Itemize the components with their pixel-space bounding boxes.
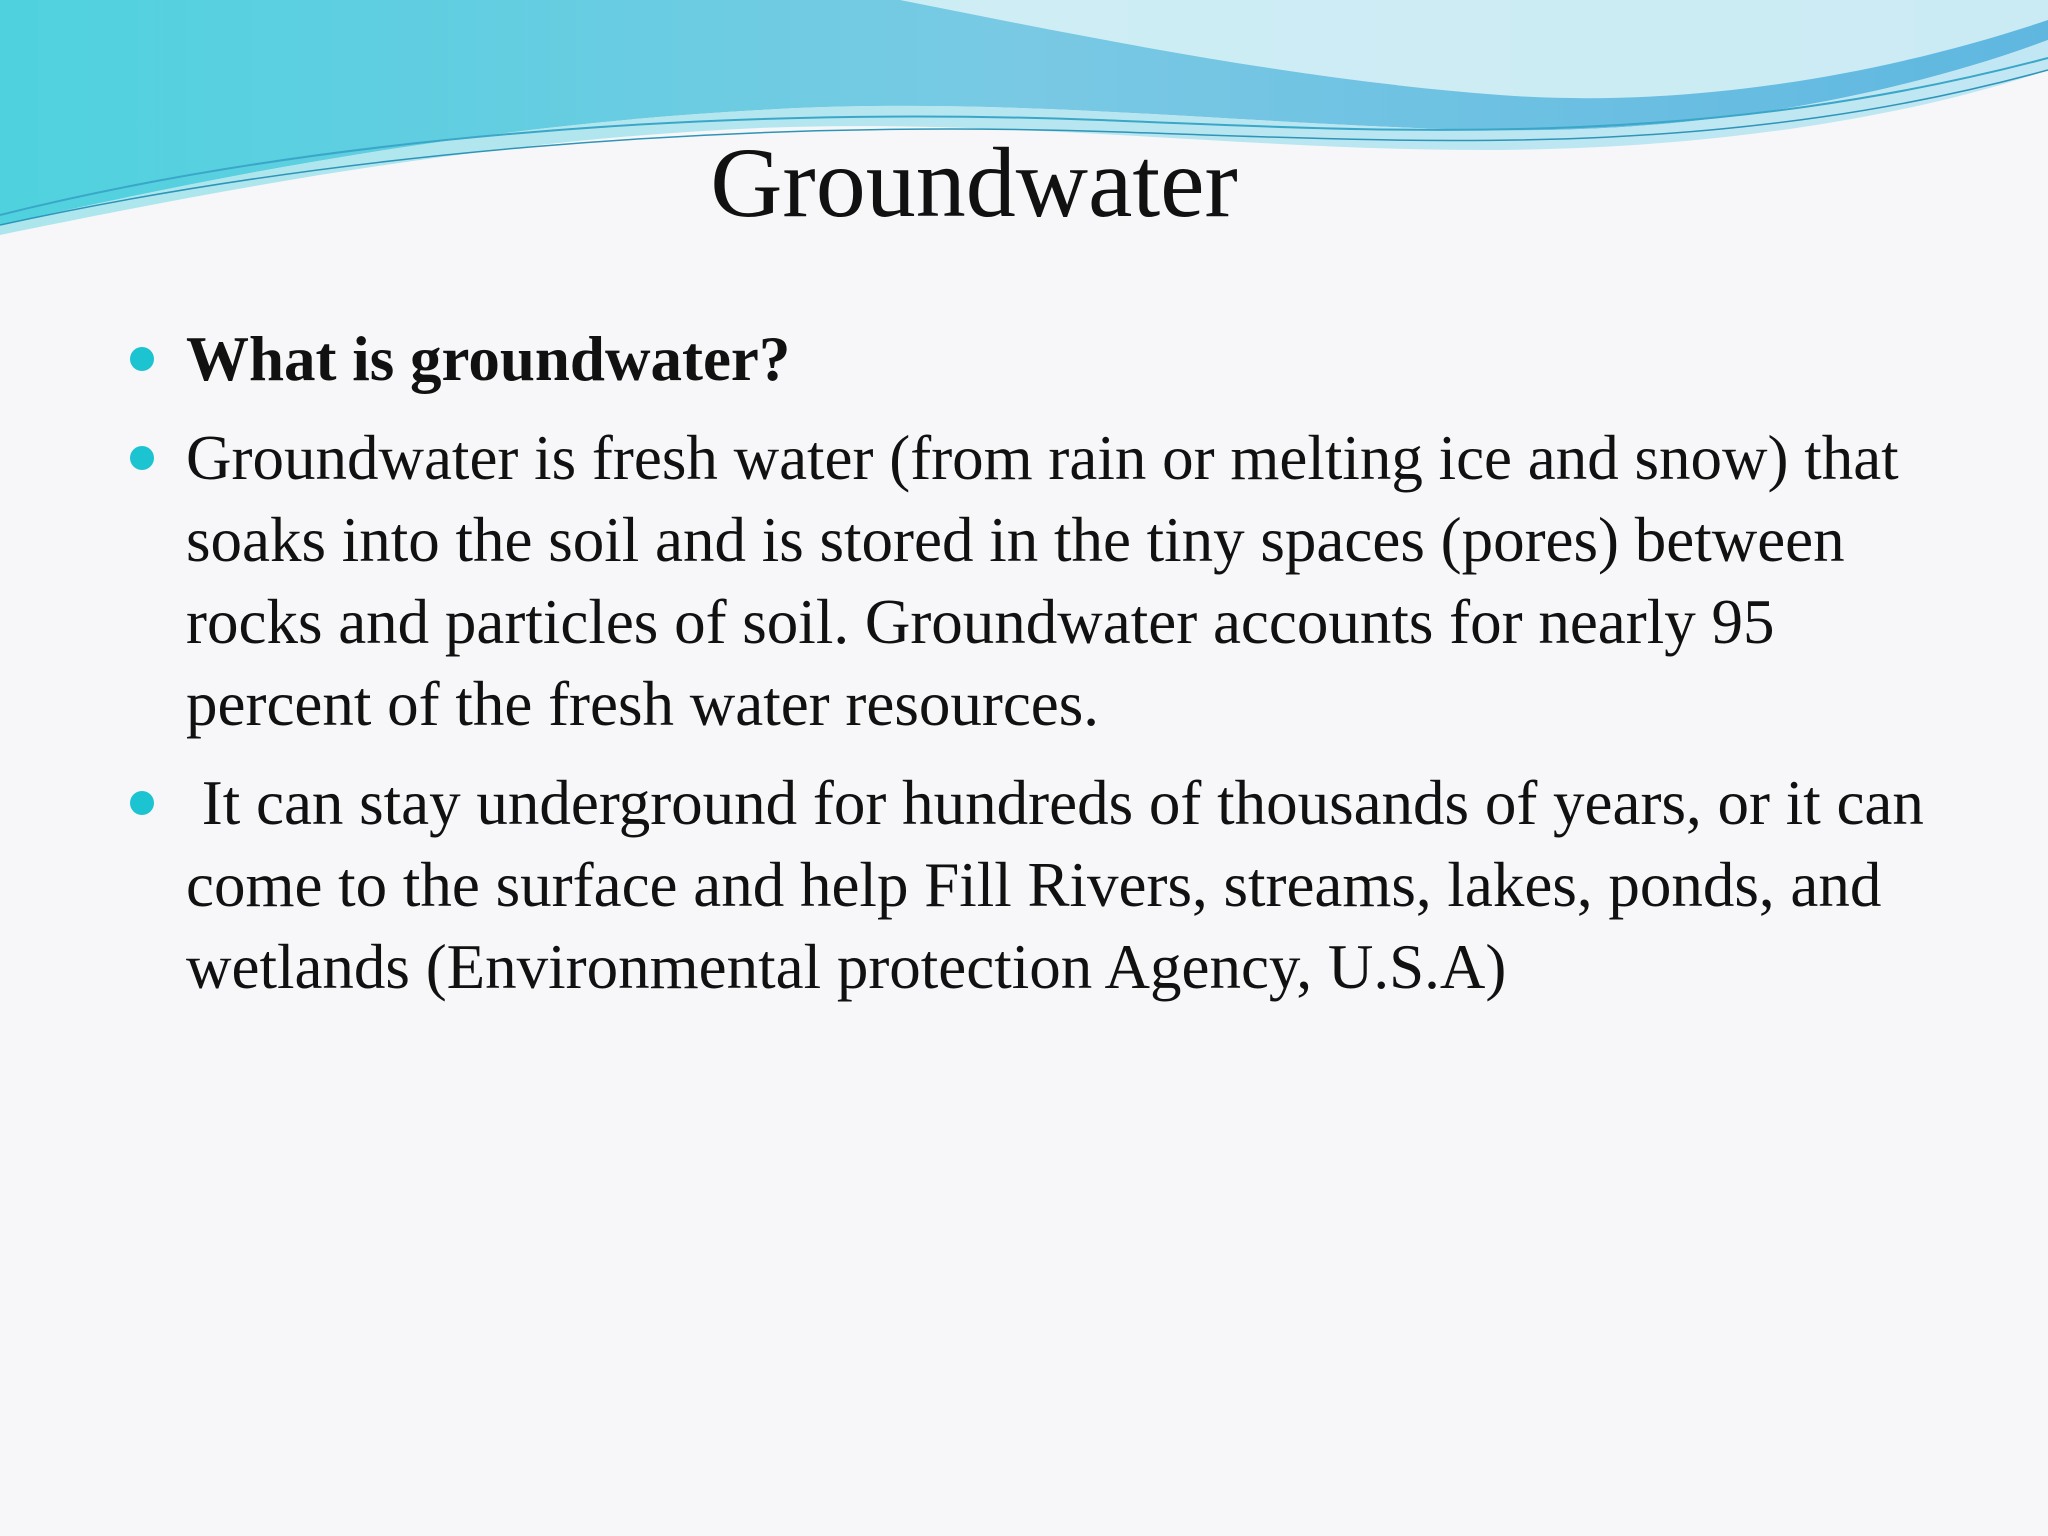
- bullet-dot-icon: [130, 347, 154, 371]
- bullet-text: It can stay underground for hundreds of thousands of years, or it can come to the surface and help Fill Rivers, streams, lakes, ponds, and wetlands (Environmental protection Agency, U.S.A): [186, 768, 1940, 1002]
- bullet-dot-icon: [130, 791, 154, 815]
- bullet-item-duration: [128, 762, 1948, 1008]
- bullet-item-question: [128, 318, 1948, 400]
- bullet-text: Groundwater is fresh water (from rain or melting ice and snow) that soaks into the soil and is stored in the tiny spaces (pores) between rocks and particles of soil. Groundwater accounts for nearly 95 percent of the fresh water resources.: [186, 423, 1915, 739]
- bullet-dot-icon: [130, 446, 154, 470]
- bullet-list: [128, 318, 1948, 1025]
- slide-title: Groundwater: [710, 127, 1238, 238]
- bullet-item-definition: [128, 417, 1948, 745]
- bullet-text: What is groundwater?: [186, 324, 791, 394]
